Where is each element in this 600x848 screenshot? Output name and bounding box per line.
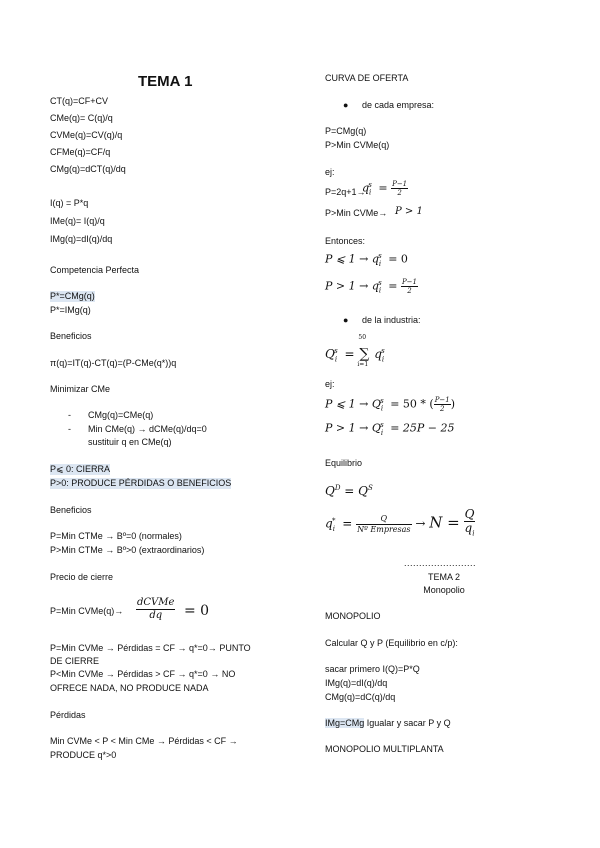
sacar-line-1: sacar primero I(Q)=P*Q — [325, 664, 420, 674]
cond-le: P ⩽ 1 → — [325, 252, 369, 266]
cost-formula-cme: CMe(q)= C(q)/q — [50, 113, 113, 123]
precio-cierre-fraction — [136, 597, 175, 622]
precio-cierre-prefix: P=Min CVMe(q)→ — [50, 606, 124, 616]
img-cmg-line — [325, 718, 451, 729]
no-ofrece-line-2: OFRECE NADA, NO PRODUCE NADA — [50, 683, 209, 693]
page-title: TEMA 1 — [138, 73, 193, 90]
no-ofrece-line-1: P<Min CVMe → Pérdidas > CF → q*=0 → NO — [50, 669, 236, 679]
equilibrio-title: Equilibrio — [325, 458, 363, 468]
ej-label-2: ej: — [325, 379, 335, 389]
competencia-line-2: P*=IMg(q) — [50, 305, 91, 315]
produce-perdidas-line: P>0: PRODUCE PÉRDIDAS O BENEFICIOS — [50, 478, 232, 488]
frac-p1-den-3: 2 — [439, 405, 445, 413]
frac-p1-num: P−1 — [392, 180, 408, 188]
p-min-cvme-prefix: P>Min CVMe→ — [325, 208, 388, 218]
de-industria-label: de la industria: — [362, 315, 421, 325]
ind-gt-line: $P > 1 \to Q_i^s = 25P - 25$ — [325, 421, 455, 437]
perdidas-line-1: Min CVMe < P < Min CMe → Pérdidas < CF → — [50, 736, 238, 746]
punto-cierre-line-1: P=Min CVMe → Pérdidas = CF → q*=0→ PUNTO — [50, 643, 251, 653]
dash-bullet: - — [68, 424, 71, 434]
cond-gt: P > 1 → — [325, 279, 369, 293]
cost-formula-cmg: CMg(q)=dCT(q)/dq — [50, 164, 126, 174]
punto-cierre-line-2: DE CIERRE — [50, 656, 100, 666]
cond-gt-line: $P > 1 \to q_i^s$ = $\frac{P-1}{2}$ — [325, 278, 417, 295]
beneficios-title: Beneficios — [50, 331, 92, 341]
frac-p1-den-2: 2 — [407, 287, 412, 295]
minimizar-item-2-cont: sustituir q en CMe(q) — [88, 437, 172, 447]
equilibrio-qi-equation: $q_i^*$ = $\frac{Q}{\text{Nº Empresas}}$ → N = $\frac{Q}{q_i}$ — [325, 507, 475, 538]
bullet-dot: ● — [343, 315, 349, 325]
cost-formula-ct: CT(q)=CF+CV — [50, 96, 109, 106]
frac-p1-den: 2 — [397, 189, 402, 197]
perdidas-title: Pérdidas — [50, 710, 86, 720]
ind-le-rhs: = 50 * ( — [390, 397, 434, 411]
minimizar-title: Minimizar CMe — [50, 384, 111, 394]
eq-zero: = 0 — [388, 252, 408, 266]
separator-dots: ........................ — [404, 558, 477, 568]
cost-formula-cvme: CVMe(q)=CV(q)/q — [50, 130, 123, 140]
monopolio-title: MONOPOLIO — [325, 611, 381, 621]
ind-cond-gt: P > 1 → — [325, 421, 369, 435]
precio-cierre-den: dq — [149, 610, 163, 621]
beneficios2-title: Beneficios — [50, 505, 92, 515]
ind-le-line: P ⩽ $1 \to Q_i^s = 50$ * ( $\frac{P-1}{2}$ ) — [325, 396, 456, 413]
tema2-title: TEMA 2 — [427, 572, 460, 582]
tema2-subtitle: Monopolio — [423, 585, 465, 595]
dash-bullet: - — [68, 410, 71, 420]
frac-p1-num-2: P−1 — [401, 278, 417, 286]
minimizar-item-1: CMg(q)=CMe(q) — [88, 410, 154, 420]
competencia-title: Competencia Perfecta — [50, 265, 140, 275]
income-formula-img: IMg(q)=dI(q)/dq — [50, 234, 113, 244]
ind-gt-rhs: = 25P − 25 — [390, 421, 455, 435]
eq-n: N = — [429, 513, 460, 532]
cost-formula-cfme: CFMe(q)=CF/q — [50, 147, 111, 157]
beneficios2-line-1: P=Min CTMe → Bº=0 (normales) — [50, 531, 182, 541]
p-cmg-line: P=CMg(q) — [325, 126, 367, 136]
p-min-cvme-line: P>Min CVMe(q) — [325, 140, 390, 150]
multiplanta-title: MONOPOLIO MULTIPLANTA — [325, 744, 444, 754]
precio-cierre-num: dCVMe — [137, 597, 175, 608]
frac-p1-num-3: P−1 — [434, 396, 450, 404]
industry-supply-sum: $Q_i^s$ = ∑ 50 i=1 $q_i^s$ — [325, 334, 385, 368]
competencia-line-1: P*=CMg(q) — [50, 291, 95, 301]
cada-empresa-label: de cada empresa: — [362, 100, 435, 110]
eq-q: Q — [464, 507, 475, 521]
sacar-line-3: CMg(q)=dC(q)/dq — [325, 692, 396, 702]
sum-top: 50 — [358, 334, 367, 341]
cierra-line: P⩽ 0: CIERRA — [50, 464, 111, 474]
income-formula-i: I(q) = P*q — [50, 198, 89, 208]
entonces-label: Entonces: — [325, 236, 366, 246]
precio-cierre-eq: = 0 — [184, 603, 210, 619]
precio-cierre-title: Precio de cierre — [50, 572, 114, 582]
p-2q-prefix: P=2q+1→ — [325, 187, 366, 197]
qd-qs-equation: $Q^D = Q^S$ — [325, 484, 373, 498]
igualar-text: Igualar y sacar P y Q — [364, 718, 451, 728]
beneficios2-line-2: P>Min CTMe → Bº>0 (extraordinarios) — [50, 545, 205, 555]
ej-label-1: ej: — [325, 167, 335, 177]
p-gt-1: P > 1 — [395, 206, 423, 217]
eq-qi: q — [464, 521, 473, 535]
income-formula-ime: IMe(q)= I(q)/q — [50, 216, 105, 226]
bullet-dot: ● — [343, 100, 349, 110]
sum-sign: ∑ 50 i=1 — [357, 334, 370, 368]
cond-le-line: P ⩽ $1 \to q_i^s = 0$ — [325, 252, 408, 268]
img-cmg-highlight: IMg=CMg — [325, 718, 365, 728]
beneficios-formula: π(q)=IT(q)-CT(q)=(P-CMe(q*))q — [50, 358, 177, 368]
ind-cond-le: P ⩽ 1 → — [325, 397, 369, 411]
calcular-line: Calcular Q y P (Equilibrio en c/p): — [325, 638, 458, 648]
qi-s-expression: $q_i^s$ = $\frac{P-1}{2}$ — [362, 180, 408, 197]
curva-oferta-title: CURVA DE OFERTA — [325, 73, 409, 83]
sacar-line-2: IMg(q)=dI(q)/dq — [325, 678, 388, 688]
sum-bottom: i=1 — [357, 361, 369, 368]
perdidas-line-2: PRODUCE q*>0 — [50, 750, 117, 760]
nempresas-label: Nº Empresas — [357, 524, 411, 534]
minimizar-item-2: Min CMe(q) → dCMe(q)/dq=0 — [88, 424, 207, 434]
